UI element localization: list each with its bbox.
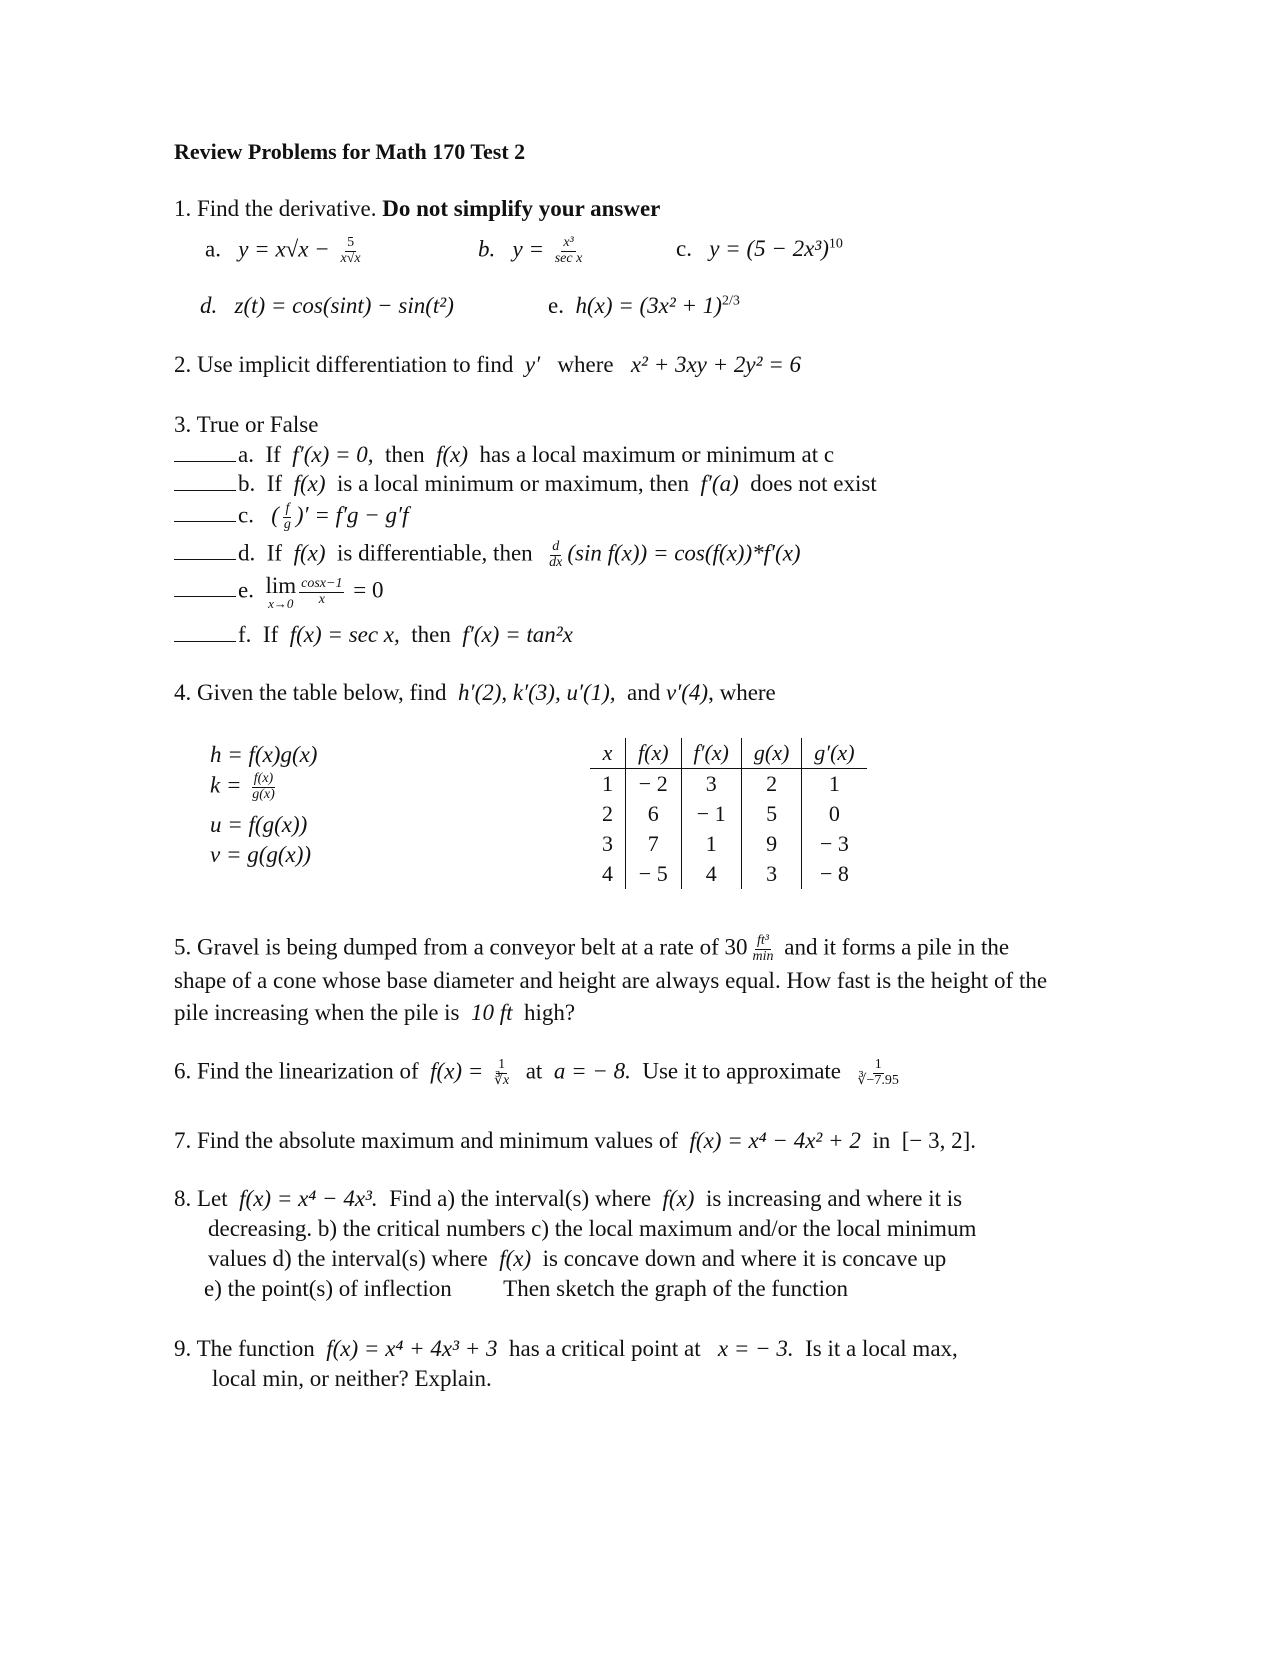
part-label: e. — [238, 577, 254, 603]
problem-3-title: True or False — [196, 412, 319, 437]
problem-7 — [174, 1128, 976, 1154]
column-header: x — [590, 738, 626, 769]
definition-u: u = f(g(x)) — [210, 812, 308, 837]
expression: z(t) = cos(sint) − sin(t²) — [234, 293, 454, 318]
text: If — [262, 622, 279, 647]
column-header: g′(x) — [802, 738, 867, 769]
text: Find a) the interval(s) where — [389, 1186, 652, 1211]
fraction — [250, 772, 277, 802]
numerator: f(x) — [253, 771, 274, 786]
denominator: x√x — [340, 250, 361, 266]
fraction — [339, 236, 363, 266]
problem-number: 8. — [174, 1186, 192, 1211]
text: at — [525, 1058, 543, 1084]
problem-3-heading — [174, 412, 318, 438]
math: f(x) = x⁴ − 4x³. — [239, 1186, 378, 1211]
math: f(x) — [436, 442, 469, 467]
text: does not exist — [750, 471, 877, 496]
problem-1-heading — [174, 196, 660, 222]
text: e) the point(s) of inflection — [204, 1276, 452, 1301]
problem-number: 3. — [174, 412, 192, 437]
text: Then sketch the graph of the function — [503, 1276, 849, 1301]
table-cell: 1 — [602, 771, 613, 796]
page-title: Review Problems for Math 170 Test 2 — [174, 139, 526, 164]
problem-9-line-1 — [174, 1336, 958, 1362]
numerator: 1 — [498, 1057, 506, 1072]
numerator: 1 — [874, 1057, 882, 1072]
text: then — [385, 442, 425, 467]
answer-blank[interactable] — [174, 559, 236, 560]
table-cell: 4 — [602, 861, 613, 886]
fraction — [282, 502, 293, 532]
math: v′(4) — [666, 680, 709, 705]
text: Find the absolute maximum and minimum values of — [197, 1128, 679, 1153]
denominator: g(x) — [252, 786, 275, 802]
numerator: cosx−1 — [301, 575, 343, 591]
table-cell: 1 — [802, 769, 867, 800]
math: f(x) = x⁴ + 4x³ + 3 — [326, 1336, 498, 1361]
denominator: dx — [549, 554, 563, 570]
definition-v: v = g(g(x)) — [210, 842, 312, 867]
math: f(x) = sec x, — [289, 622, 400, 647]
table-cell: 1 — [681, 829, 741, 859]
math: f(x) — [662, 1186, 695, 1211]
problem-3d — [174, 540, 801, 570]
problem-1-intro: Find the derivative. — [197, 196, 377, 221]
expression: y = (5 − 2x³) — [709, 236, 829, 261]
text: Gravel is being dumped from a conveyor belt at a rate of 30 — [197, 934, 748, 960]
part-label: d. — [200, 293, 218, 318]
denominator: ∛−7.95 — [857, 1072, 899, 1088]
text: high? — [524, 1000, 576, 1025]
problem-number: 9. — [174, 1336, 192, 1361]
math: f′(x) = tan²x — [462, 622, 573, 647]
fraction — [553, 236, 585, 266]
problem-1b — [478, 236, 587, 266]
math: f(x) = x⁴ − 4x² + 2 — [689, 1128, 861, 1153]
math: f′(x) = 0, — [292, 442, 374, 467]
problem-5-line-1 — [174, 934, 1009, 964]
problem-1e — [548, 293, 740, 319]
y-prime: y′ — [524, 352, 541, 377]
table-cell: − 2 — [626, 769, 682, 800]
denominator: x — [318, 591, 325, 607]
problem-number: 2. — [174, 352, 192, 377]
table-row — [590, 829, 867, 859]
text: Is it a local max, — [805, 1336, 958, 1361]
problem-5-line-3 — [174, 1000, 575, 1026]
column-header: f′(x) — [681, 738, 741, 769]
table-cell: 2 — [741, 769, 801, 800]
problem-8-line-3 — [208, 1246, 946, 1272]
text: , where — [708, 680, 776, 705]
problem-number: 1. — [174, 196, 192, 221]
lim-text: lim — [265, 573, 297, 598]
problem-3b — [174, 471, 877, 497]
exponent: 2/3 — [721, 293, 740, 309]
limit — [265, 574, 296, 610]
part-label: a. — [205, 236, 221, 262]
denominator: sec x — [554, 250, 583, 266]
column-header: g(x) — [741, 738, 801, 769]
part-label: d. — [238, 540, 256, 566]
numerator: f — [285, 501, 290, 516]
lim-subscript: x→0 — [268, 596, 294, 611]
math: k = — [210, 772, 248, 798]
part-label: c. — [238, 502, 254, 528]
problem-number: 6. — [174, 1058, 192, 1084]
text: If — [266, 471, 283, 496]
math: f(x) — [293, 471, 326, 496]
math: 10 ft — [471, 1000, 513, 1025]
table-cell: 2 — [602, 801, 613, 826]
numerator: d — [552, 539, 560, 554]
part-label: b. — [238, 471, 256, 496]
numerator: x³ — [563, 235, 574, 250]
problem-1-instruction: Do not simplify your answer — [382, 196, 661, 221]
text: values d) the interval(s) where — [208, 1246, 488, 1271]
text: If — [265, 442, 281, 467]
denominator: ∛x — [494, 1072, 510, 1088]
fraction — [547, 540, 564, 570]
text: is concave down and where it is concave up — [542, 1246, 947, 1271]
problem-8-line-2: decreasing. b) the critical numbers c) the local maximum and/or the local minimum — [208, 1216, 977, 1241]
answer-blank[interactable] — [174, 596, 236, 597]
math: (sin f(x)) = cos(f(x))*f′(x) — [567, 540, 801, 566]
problem-number: 4. — [174, 680, 192, 705]
denominator: min — [752, 948, 774, 964]
text: and — [627, 680, 661, 705]
table-cell: − 8 — [802, 859, 867, 889]
table-cell: − 3 — [802, 829, 867, 859]
part-label: a. — [238, 442, 254, 467]
text: in — [872, 1128, 891, 1153]
text: pile increasing when the pile is — [174, 1000, 460, 1025]
answer-blank[interactable] — [174, 641, 236, 642]
definition-k — [210, 772, 280, 802]
math: ( — [271, 502, 279, 528]
text: is differentiable, then — [337, 540, 533, 566]
text: has a critical point at — [509, 1336, 701, 1361]
fraction — [751, 934, 776, 964]
fraction — [492, 1058, 511, 1088]
table-cell: 3 — [681, 769, 741, 800]
values-table — [590, 738, 867, 889]
fraction — [299, 577, 344, 607]
problem-2-text: Use implicit differentiation to find — [197, 352, 514, 377]
problem-3c — [174, 502, 408, 532]
problem-1a — [205, 236, 366, 266]
part-label: f. — [238, 622, 252, 647]
table-cell: − 1 — [681, 799, 741, 829]
problem-2-where: where — [557, 352, 614, 377]
problem-number: 7. — [174, 1128, 192, 1153]
expression: h(x) = (3x² + 1) — [575, 293, 722, 318]
math: [− 3, 2]. — [901, 1128, 977, 1153]
problem-1c — [676, 236, 843, 262]
problem-6 — [174, 1058, 904, 1088]
table-cell: 0 — [802, 799, 867, 829]
text: Let — [197, 1186, 228, 1211]
answer-blank[interactable] — [174, 521, 236, 522]
problem-4 — [174, 680, 776, 706]
problem-number: 5. — [174, 934, 192, 960]
expression: y = x√x − — [238, 236, 336, 262]
math: f′(a) — [700, 471, 739, 496]
problem-1d — [200, 293, 454, 319]
text: If — [266, 540, 283, 566]
problem-3f — [174, 622, 573, 648]
table-cell: − 5 — [626, 859, 682, 889]
problem-9-line-2: local min, or neither? Explain. — [212, 1366, 492, 1391]
math: f(x) — [499, 1246, 532, 1271]
problem-4-text: Given the table below, find — [197, 680, 447, 705]
text: is a local minimum or maximum, then — [337, 471, 689, 496]
table-header-row — [590, 738, 867, 769]
numerator: 5 — [347, 235, 355, 250]
part-label: c. — [676, 236, 692, 261]
table-cell: 3 — [741, 859, 801, 889]
column-header: f(x) — [626, 738, 682, 769]
problem-8-line-1 — [174, 1186, 962, 1212]
table-row — [590, 799, 867, 829]
text: Find the linearization of — [197, 1058, 419, 1084]
table-cell: 6 — [626, 799, 682, 829]
text: and it forms a pile in the — [784, 934, 1010, 960]
problem-5-line-2: shape of a cone whose base diameter and height are always equal. How fast is the height of the — [174, 968, 1048, 993]
answer-blank[interactable] — [174, 490, 236, 491]
math: f(x) — [293, 540, 326, 566]
math: )′ = f′g − g′f — [295, 502, 409, 528]
problem-3e — [174, 574, 383, 610]
text: The function — [196, 1336, 315, 1361]
problem-8-line-4 — [204, 1276, 848, 1302]
table-cell: 5 — [741, 799, 801, 829]
table-cell: 9 — [741, 829, 801, 859]
text: is increasing and where it is — [705, 1186, 963, 1211]
text: then — [411, 622, 451, 647]
math: a = − 8. — [553, 1058, 631, 1084]
part-label: b. — [478, 236, 496, 262]
math: = 0 — [353, 577, 384, 603]
exponent: 10 — [828, 236, 843, 252]
problem-3a — [174, 442, 834, 468]
denominator: g — [283, 516, 291, 532]
problem-2 — [174, 352, 801, 378]
math: h′(2), k′(3), u′(1), — [458, 680, 616, 705]
text: has a local maximum or minimum at c — [479, 442, 835, 467]
table-cell: 4 — [681, 859, 741, 889]
table-cell: 7 — [626, 829, 682, 859]
answer-blank[interactable] — [174, 461, 236, 462]
math: x = − 3. — [717, 1336, 794, 1361]
expression: y = — [512, 236, 550, 262]
definition-h: h = f(x)g(x) — [210, 742, 318, 767]
fraction — [856, 1058, 901, 1088]
equation: x² + 3xy + 2y² = 6 — [630, 352, 802, 377]
math: f(x) = — [430, 1058, 490, 1084]
table-cell: 3 — [602, 831, 613, 856]
table-row — [590, 769, 867, 800]
table-row — [590, 859, 867, 889]
numerator: ft³ — [757, 933, 770, 948]
part-label: e. — [548, 293, 564, 318]
text: Use it to approximate — [642, 1058, 842, 1084]
